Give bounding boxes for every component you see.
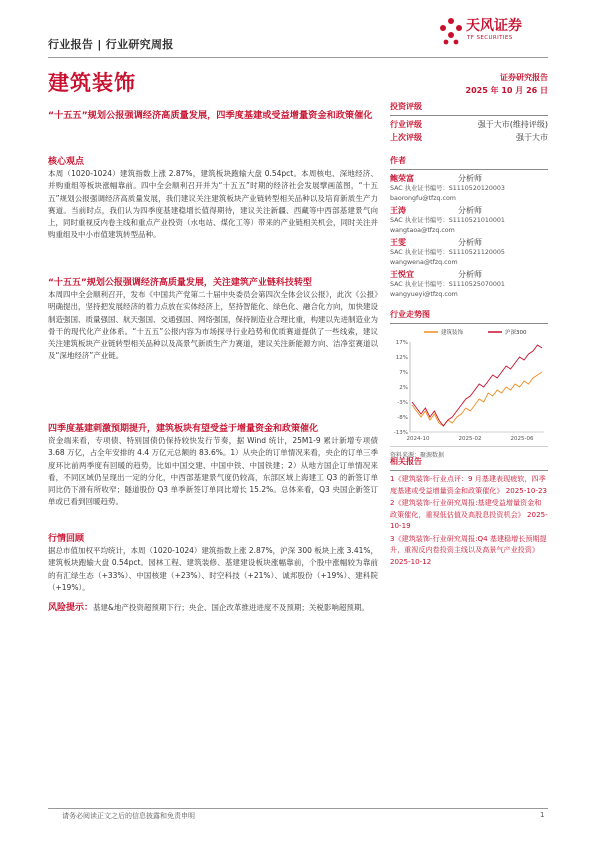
x-tick-label: 2025-06 xyxy=(510,436,534,442)
x-tick-label: 2025-02 xyxy=(458,436,482,442)
x-tick-label: 2024-10 xyxy=(406,436,430,442)
sector-title: 建筑装饰 xyxy=(48,71,136,95)
section-body: 据总市值加权平均统计，本周（1020-1024）建筑指数上涨 2.87%，沪深 300 板块上涨 3.41%，建筑板块跑输大盘 0.54pct。园林工程、建筑装修、基建建设板块涨幅靠前，个股中涨幅较为靠前的有汇绿生态（+33%）、中国核建（+23%）、时空科技（+21%）、诚邦股份（+19%）、建科院（+19%）。 xyxy=(48,546,378,592)
author-card xyxy=(390,269,548,299)
author-role: 分析师 xyxy=(458,238,482,247)
section-core xyxy=(48,156,378,242)
author-email[interactable]: baorongfu@tfzq.com xyxy=(390,194,456,202)
prev-rating-label: 上次评级 xyxy=(390,133,422,142)
y-tick-label: 12% xyxy=(395,355,408,361)
report-kind: 证券研究报告 xyxy=(500,73,548,82)
logo-subtext: TF SECURITIES xyxy=(467,35,513,41)
author-name: 鲍荣富 xyxy=(390,174,414,183)
author-card xyxy=(390,205,548,235)
related-report-text: 2《建筑装饰-行业研究周报:基建受益增量资金和政策催化，重视低估值及高股息投资机会》 xyxy=(390,498,542,519)
author-card xyxy=(390,237,548,267)
footer-disclaimer: 请务必阅读正文之后的信息披露和免责申明 xyxy=(62,812,195,820)
author-email[interactable]: wangtaoa@tfzq.com xyxy=(390,226,455,234)
risk-label: 风险提示： xyxy=(48,603,94,613)
section-infra xyxy=(48,423,378,509)
authors-title: 作者 xyxy=(390,156,406,165)
report-date: 2025 年 10 月 26 日 xyxy=(465,86,548,95)
author-email[interactable]: wangwena@tfzq.com xyxy=(390,258,458,266)
author-card xyxy=(390,173,548,203)
section-title: 四季度基建刺激预期提升，建筑板块有望受益于增量资金和政策催化 xyxy=(48,424,319,434)
section-title: “十五五”规划公报强调经济高质量发展，关注建筑产业链科技转型 xyxy=(48,278,312,288)
main-title: “十五五”规划公报强调经济高质量发展，四季度基建或受益增量资金和政策催化 xyxy=(48,110,373,121)
author-cert: SAC 执业证书编号：S1110521010001 xyxy=(390,217,505,224)
author-email[interactable]: wangyueyi@tfzq.com xyxy=(390,290,458,298)
brand-logo xyxy=(438,14,548,54)
logo-text: 天风证券 xyxy=(466,18,522,34)
related-report-date: 2025-10-12 xyxy=(390,556,432,566)
risk-note xyxy=(48,602,378,614)
legend-label: 沪深300 xyxy=(505,330,527,336)
author-cert: SAC 执业证书编号：S1110521120005 xyxy=(390,249,505,256)
author-role: 分析师 xyxy=(458,270,482,279)
legend-label: 建筑装饰 xyxy=(441,330,464,336)
chart-box xyxy=(390,309,548,459)
rating-box xyxy=(390,101,548,143)
section-plan xyxy=(48,277,378,363)
author-cert: SAC 执业证书编号：S1110520120003 xyxy=(390,185,505,192)
author-cert: SAC 执业证书编号：S1110525070001 xyxy=(390,281,505,288)
prev-rating-value: 强于大市 xyxy=(516,133,548,142)
trend-chart xyxy=(390,326,548,444)
section-title: 行情回顾 xyxy=(48,534,85,544)
series-line xyxy=(412,372,542,426)
rating-title: 投资评级 xyxy=(390,102,422,111)
industry-rating-label: 行业评级 xyxy=(390,120,422,129)
section-market xyxy=(48,533,378,594)
y-tick-label: -3% xyxy=(397,400,408,406)
y-tick-label: -8% xyxy=(397,415,408,421)
chart-title: 行业走势图 xyxy=(390,310,430,319)
page-number: 1 xyxy=(540,811,545,819)
author-name: 王雯 xyxy=(390,238,406,247)
y-tick-label: -13% xyxy=(393,430,408,436)
section-body: 本周（1020-1024）建筑指数上涨 2.87%，建筑板块跑输大盘 0.54pct。本周核电、深地经济、并购重组等板块涨幅靠前。四中全会顺利召开并为“十五五”时期的经济社会发展擘画蓝图，“十五五”规划公报强调经济高质量发展，我们建议关注建筑板块产业链转型相关品种以及培育新质生产力赛道。当前时点，我们认为四季度基建稳增长值得期待，建议关注新疆、西藏等中西部基建景气向上，同时重视反内卷主线和重点产业投资（水电站、煤化工等）带来的产业链相关机会，同时关注并购重组及中小市值建筑转型品种。 xyxy=(48,169,378,240)
header-divider xyxy=(48,57,548,58)
chart-source: 资料来源：聚源数据 xyxy=(390,452,445,459)
y-tick-label: 2% xyxy=(399,385,408,391)
related-report-link[interactable] xyxy=(390,497,548,532)
series-line xyxy=(412,345,542,426)
related-report-date: 2025-10-19 xyxy=(390,509,548,530)
author-name: 王悦宜 xyxy=(390,270,414,279)
section-body: 资金端来看，专项债、特别国债仍保持较快发行节奏，据 Wind 统计，25M1-9 累计新增专项债 3.68 万亿，占全年安排的 4.4 万亿元总额的 83.6%。1）从央企的订单情况来看，央企的订单三季度环比前两季度有回暖的趋势，比如中国交建、中国中铁、中国铁建；2）从地方国企订单情况来看，不同区域仍呈现出一定的分化，中西部基建景气度仍较高，东部区域上海建工 Q3 的新签订单同比仍下滑有所收窄；隧道股份 Q3 单季新签订单同比增长 15.2%。总体来看，Q3 央国企新签订单或已看到回暖趋势。 xyxy=(48,436,378,507)
report-type: 行业报告 | 行业研究周报 xyxy=(48,38,174,51)
logo-mark-icon xyxy=(438,16,464,46)
footer-divider xyxy=(48,808,548,809)
related-report-link[interactable] xyxy=(390,533,548,568)
y-tick-label: 17% xyxy=(395,340,408,346)
y-tick-label: 7% xyxy=(399,370,408,376)
section-title: 核心观点 xyxy=(48,157,85,167)
section-body: 本周四中全会顺利召开，发布《中国共产党第二十届中央委员会第四次全体会议公报》，此次《公报》明确提出，坚持把发展经济的着力点放在实体经济上，坚持智能化、绿色化、融合化方向，加快建设制造强国、质量强国、航天强国、交通强国、网络强国，保持制造业合理比重，构建以先进制造业为骨干的现代化产业体系。“十五五”公报内容为市场探寻行业趋势和优质赛道提供了一些线索，建议关注建筑板块产业链转型相关品种以及高景气新质生产力赛道，建议关注新能源方向、洁净室赛道以及“深地经济”产业链。 xyxy=(48,290,378,361)
author-role: 分析师 xyxy=(458,174,482,183)
author-name: 王涛 xyxy=(390,206,406,215)
related-report-text: 3《建筑装饰-行业研究周报:Q4 基建稳增长预期提升，重视反内卷投资主线以及高景气产业投资》 xyxy=(390,533,547,554)
related-report-link[interactable] xyxy=(390,473,548,496)
risk-text: 基建&地产投资超预期下行；央企、国企改革推进进度不及预期；关税影响超预期。 xyxy=(93,603,369,612)
related-report-date: 2025-10-23 xyxy=(505,485,547,495)
related-box xyxy=(390,456,548,567)
related-title: 相关报告 xyxy=(390,457,422,466)
author-role: 分析师 xyxy=(458,206,482,215)
authors-box xyxy=(390,155,548,299)
industry-rating-value: 强于大市(维持评级) xyxy=(477,120,548,129)
related-report-text: 1《建筑装饰-行业点评：9 月基建表现疲软，四季度基建或受益增量资金和政策催化》 xyxy=(390,474,546,495)
